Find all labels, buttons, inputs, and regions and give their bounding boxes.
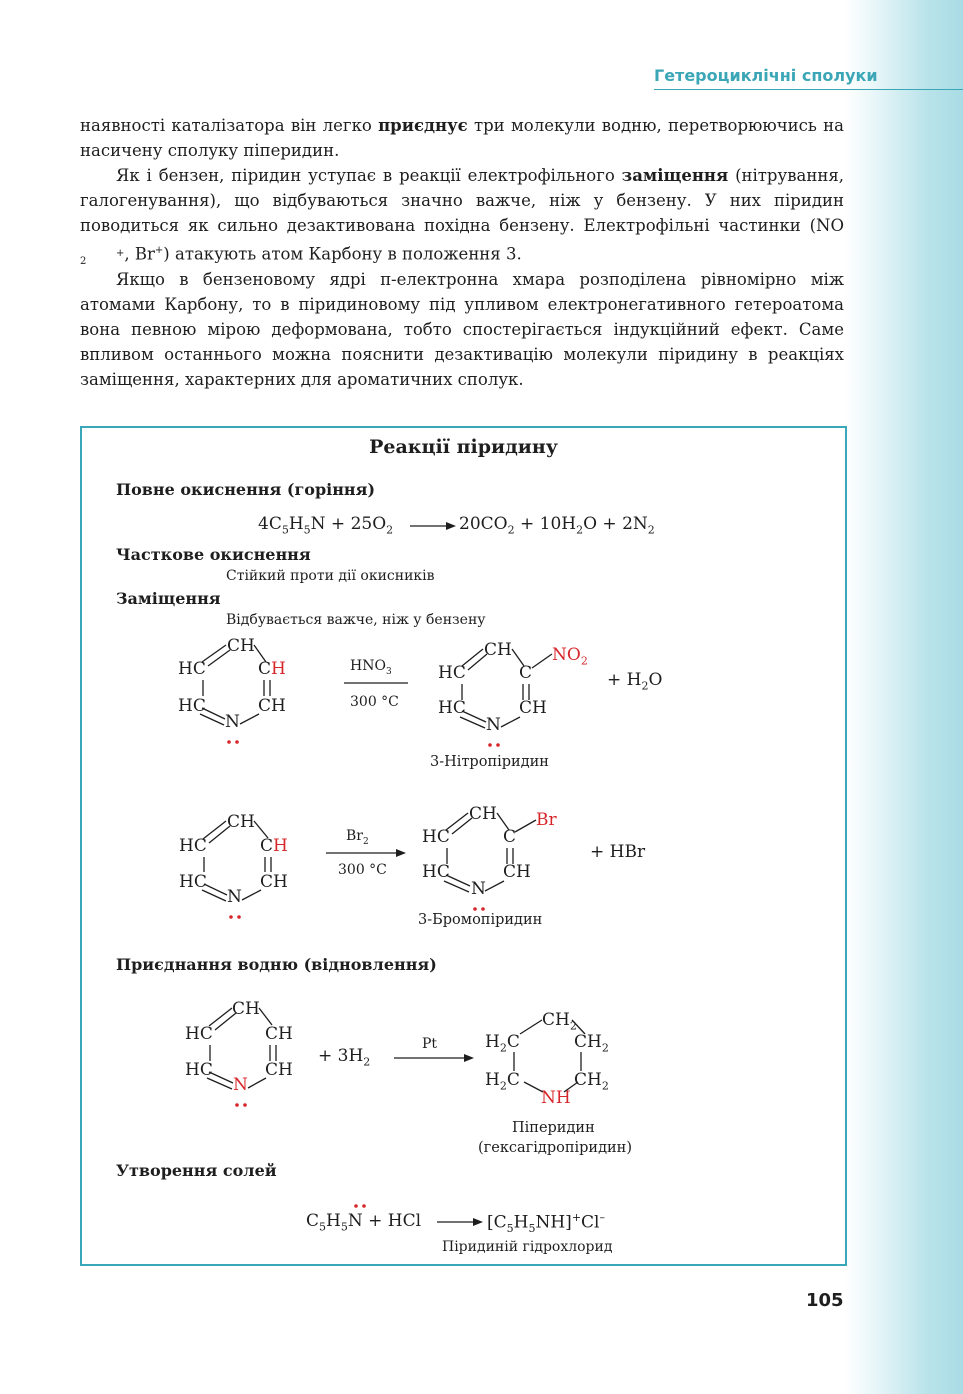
ring-atom-ch: CH (469, 804, 497, 824)
reagent-sub: 2 (362, 836, 369, 847)
p2-sup-1: + (116, 247, 125, 259)
heading-hydrogenation: Приєднання водню (відновлення) (116, 955, 437, 974)
ring-atom-hc: HC (178, 696, 206, 716)
ring-atom-hc: HC (422, 827, 450, 847)
p2-text-a: Як і бензен, піридин уступає в реакції електрофільного (116, 166, 622, 185)
heading-substitution: Заміщення (116, 589, 221, 608)
heading-salts: Утворення солей (116, 1161, 277, 1180)
ring-atom-c: C (503, 827, 517, 847)
eq-sup: + (571, 1211, 582, 1224)
paragraph-1 (80, 113, 844, 163)
ring-atom-hc: HC (179, 836, 207, 856)
ring-atom-text: H (485, 1032, 500, 1052)
p2-sup-2: + (154, 245, 164, 256)
ring-atom-n: N (471, 879, 486, 899)
ring-atom-text: CH (574, 1032, 602, 1052)
reagent-text: Br (346, 828, 363, 844)
bromination-product-name: 3-Бромопіридин (418, 912, 543, 928)
eq-part: N + 25O (310, 514, 387, 534)
eq-part: NH] (535, 1212, 572, 1233)
eq-part: H (513, 1212, 529, 1233)
eq-sub: 5 (281, 523, 289, 537)
page-number: 105 (806, 1290, 844, 1311)
ring-atom-text: C (506, 1032, 520, 1052)
arrow-head (446, 522, 456, 530)
ring-atom-ch: CH (265, 1060, 293, 1080)
nitration-product-name: 3-Нітропіридин (430, 754, 549, 770)
eq-part: 4C (258, 514, 282, 534)
heading-partial-oxidation: Часткове окиснення (116, 545, 311, 564)
ring-atom-text: CH (542, 1010, 570, 1030)
bromo-group: Br (536, 810, 557, 830)
body-text (80, 113, 844, 392)
lone-pair-dots (227, 740, 500, 1208)
hydrogenation-catalyst: Pt (422, 1036, 438, 1052)
eq-part: H (326, 1211, 341, 1231)
arrow-head (464, 1054, 474, 1062)
pyridine-ring-bonds (200, 645, 270, 725)
heading-combustion: Повне окиснення (горіння) (116, 480, 376, 499)
section-title-rule (654, 89, 963, 90)
nitration-condition: 300 °C (350, 694, 399, 710)
ring-atom-sub: 2 (499, 1041, 507, 1055)
ring-atom-sub: 2 (601, 1041, 609, 1055)
pyridine-ring-bonds (444, 813, 536, 892)
reagent-sub: 2 (363, 1055, 371, 1069)
p2-term: заміщення (621, 166, 729, 185)
partial-oxidation-note: Стійкий проти дії окисників (226, 568, 435, 584)
section-title: Гетероциклічні сполуки (654, 66, 878, 85)
eq-part: + HCl (362, 1211, 422, 1231)
eq-part: Cl (581, 1212, 600, 1233)
ring-atom-hc: HC (185, 1024, 213, 1044)
ring-atom-ch: CH (232, 999, 260, 1019)
ring-atom-sub: 2 (569, 1019, 577, 1033)
bromination-byproduct: + HBr (590, 842, 646, 862)
group-sub: 2 (580, 654, 588, 668)
ring-atom-n: N (225, 712, 240, 732)
ring-atom-sub: 2 (499, 1079, 507, 1093)
pyridine-ring-bonds (460, 649, 552, 728)
ring-atom-c: C (260, 836, 274, 856)
reagent-text: HNO (350, 658, 386, 674)
ring-atom-ch: CH (484, 640, 512, 660)
eq-part: + 10H (514, 514, 577, 534)
eq-sub: 2 (647, 523, 655, 537)
eq-sub: 5 (303, 523, 311, 537)
eq-sup: – (599, 1211, 605, 1224)
ring-atom-ch: CH (227, 636, 255, 656)
substitution-note: Відбувається важче, ніж у бензену (226, 612, 486, 628)
arrow-head (396, 849, 406, 857)
piperidine-ring-bonds (514, 1020, 585, 1092)
ring-atom-text: CH (574, 1070, 602, 1090)
ring-atom-sub: 2 (601, 1079, 609, 1093)
salt-product-name: Піридиній гідрохлорид (442, 1239, 613, 1255)
byproduct-sub: 2 (641, 679, 649, 693)
eq-sub: 2 (507, 523, 515, 537)
eq-part: [C (487, 1212, 507, 1233)
eq-sub: 5 (528, 1222, 536, 1236)
eq-sub: 2 (576, 523, 584, 537)
eq-sub: 5 (340, 1220, 348, 1234)
ring-atom-n: N (227, 887, 242, 907)
eq-sub: 2 (386, 523, 394, 537)
box-title: Реакції піридину (369, 436, 558, 458)
ring-atom-text: C (506, 1070, 520, 1090)
bromination-condition: 300 °C (338, 862, 387, 878)
ring-atom-n: N (486, 715, 501, 735)
ring-atom-hc: HC (438, 698, 466, 718)
eq-part: C (306, 1211, 320, 1231)
ring-atom-c: C (258, 659, 272, 679)
p1-text-c: три молекули водню, перетворюючись на насичену сполуку піперидин. (80, 116, 844, 160)
ring-atom-hc: HC (178, 659, 206, 679)
eq-sub: 5 (506, 1222, 514, 1236)
ring-atom-ch: CH (503, 862, 531, 882)
reagent-text: + 3H (318, 1046, 364, 1066)
ring-atom-ch: CH (258, 696, 286, 716)
ring-atom-ch: CH (227, 812, 255, 832)
eq-sub: 5 (319, 1220, 327, 1234)
ring-atom-hc: HC (422, 862, 450, 882)
ring-atom-ch: CH (265, 1024, 293, 1044)
byproduct-text: + H (607, 670, 642, 690)
paragraph-2 (80, 163, 844, 267)
ring-atom-hc: HC (438, 663, 466, 683)
pyridine-ring-bonds (207, 1008, 276, 1089)
reaction-drawings (82, 428, 845, 1264)
p1-text-a: наявності каталізатора він легко (80, 116, 379, 135)
ring-atom-n-red: N (233, 1075, 248, 1095)
paragraph-3: Якщо в бензеновому ядрі π-електронна хмара розподілена рівномірно між атомами Карбону, то в піридиновому під упливом електронегативного гетероатома вона певною мірою деформована, тобто спостерігається індукційний ефект. Саме впливом останнього можна пояснити дезактивацію молекули піридину в реакціях заміщення, характерних для ароматичних сполук. (80, 269, 844, 389)
ring-atom-ch: CH (260, 872, 288, 892)
ring-atom-h-red: H (273, 836, 288, 856)
ring-atom-c: C (519, 663, 533, 683)
piperidine-alt-name: (гексагідропіридин) (478, 1140, 632, 1156)
eq-part: O + 2N (583, 514, 648, 534)
p1-term: приєднує (378, 116, 468, 135)
ring-atom-text: H (485, 1070, 500, 1090)
p2-text-c: (нітрування, галогенування), що відбуваються значно важче, ніж у бензену. У них піридин поводиться як сильно дезактивована похідна бензену. Електрофільні частинки (NO (80, 166, 844, 235)
byproduct-tail: O (648, 670, 663, 690)
ring-atom-hc: HC (185, 1060, 213, 1080)
group-text: NO (552, 645, 581, 665)
p2-text-d: , Br (124, 244, 155, 264)
page-edge-band (845, 0, 963, 1394)
pyridine-reactions-box (80, 426, 847, 1266)
reagent-sub: 3 (385, 666, 392, 677)
eq-part: H (288, 514, 304, 534)
ring-atom-h-red: H (271, 659, 286, 679)
arrow-head (473, 1218, 483, 1226)
ring-atom-nh-red: NH (541, 1088, 571, 1108)
ring-atom-ch: CH (519, 698, 547, 718)
p2-text-e: ) атакують атом Карбону в положення 3. (163, 244, 522, 264)
piperidine-name: Піперидин (512, 1120, 595, 1136)
ring-atom-hc: HC (179, 872, 207, 892)
eq-part: 20CO (459, 514, 508, 534)
p2-sub-1: 2 (80, 255, 87, 267)
eq-part: N (347, 1211, 363, 1231)
